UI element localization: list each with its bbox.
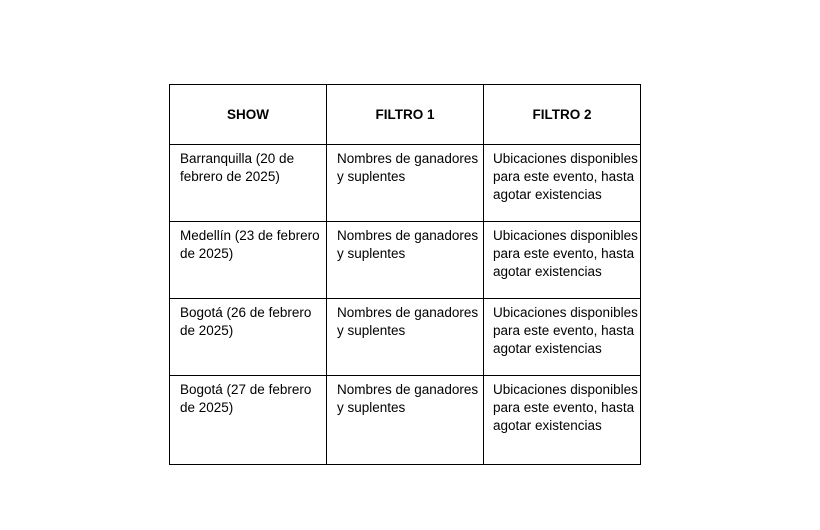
table-row: [170, 299, 641, 376]
table-row: [170, 145, 641, 222]
filtro-2-cell: Ubicaciones disponibles para este evento, hasta agotar existencias: [484, 376, 641, 465]
table-row: [170, 222, 641, 299]
show-cell: Bogotá (26 de febrero de 2025): [170, 299, 327, 376]
show-cell: Barranquilla (20 de febrero de 2025): [170, 145, 327, 222]
header-filtro-2: FILTRO 2: [484, 85, 641, 145]
filtro-1-cell: Nombres de ganadores y suplentes: [327, 299, 484, 376]
filtro-1-cell: Nombres de ganadores y suplentes: [327, 376, 484, 465]
header-show: SHOW: [170, 85, 327, 145]
show-cell: Medellín (23 de febrero de 2025): [170, 222, 327, 299]
header-filtro-1: FILTRO 1: [327, 85, 484, 145]
filtro-2-cell: Ubicaciones disponibles para este evento, hasta agotar existencias: [484, 299, 641, 376]
show-cell: Bogotá (27 de febrero de 2025): [170, 376, 327, 465]
filtro-2-cell: Ubicaciones disponibles para este evento, hasta agotar existencias: [484, 222, 641, 299]
filtro-2-cell: Ubicaciones disponibles para este evento, hasta agotar existencias: [484, 145, 641, 222]
table-row: [170, 376, 641, 465]
header-row: [170, 85, 641, 145]
shows-table: [169, 84, 641, 465]
filtro-1-cell: Nombres de ganadores y suplentes: [327, 145, 484, 222]
filtro-1-cell: Nombres de ganadores y suplentes: [327, 222, 484, 299]
